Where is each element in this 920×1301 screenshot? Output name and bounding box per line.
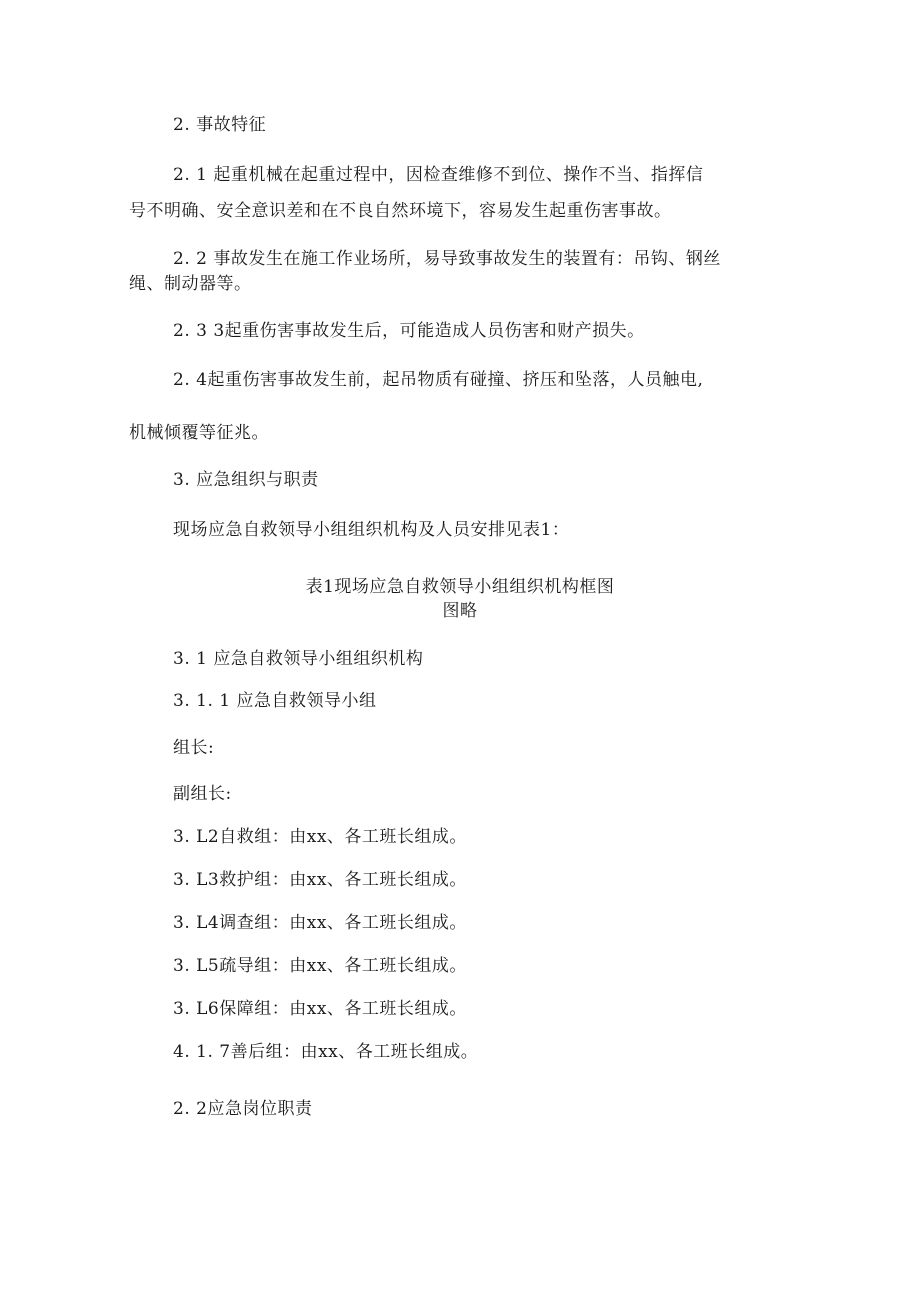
- subheading-emergency-duties: 2. 2应急岗位职责: [173, 1099, 313, 1119]
- group-investigation: 3. L4调查组：由xx、各工班长组成。: [173, 913, 467, 933]
- deputy-leader-label: 副组长:: [173, 784, 232, 804]
- group-self-rescue: 3. L2自救组：由xx、各工班长组成。: [173, 827, 467, 847]
- table-note: 图略: [442, 601, 478, 621]
- paragraph-2-4-line-1: 2. 4起重伤害事故发生前，起吊物质有碰撞、挤压和坠落，人员触电,: [173, 370, 704, 390]
- group-rescue: 3. L3救护组：由xx、各工班长组成。: [173, 870, 467, 890]
- subheading-3-1-1: 3. 1. 1 应急自救领导小组: [173, 691, 377, 711]
- paragraph-2-4-line-2: 机械倾覆等征兆。: [129, 423, 269, 443]
- section-heading-emergency-organization: 3. 应急组织与职责: [173, 470, 319, 490]
- group-support: 3. L6保障组：由xx、各工班长组成。: [173, 999, 467, 1019]
- paragraph-2-1-line-1: 2. 1 起重机械在起重过程中，因检查维修不到位、操作不当、指挥信: [173, 165, 704, 185]
- leader-label: 组长:: [173, 738, 215, 758]
- paragraph-2-2-line-2: 绳、制动器等。: [129, 274, 252, 294]
- paragraph-2-2-line-1: 2. 2 事故发生在施工作业场所，易导致事故发生的装置有：吊钩、钢丝: [173, 249, 721, 269]
- paragraph-2-1-line-2: 号不明确、安全意识差和在不良自然环境下，容易发生起重伤害事故。: [129, 201, 672, 221]
- table-caption: 表1现场应急自救领导小组组织机构框图: [305, 577, 615, 597]
- group-evacuation: 3. L5疏导组：由xx、各工班长组成。: [173, 956, 467, 976]
- paragraph-2-3: 2. 3 3起重伤害事故发生后，可能造成人员伤害和财产损失。: [173, 321, 645, 341]
- subheading-3-1: 3. 1 应急自救领导小组组织机构: [173, 649, 424, 669]
- section-heading-accident-features: 2. 事故特征: [173, 115, 267, 135]
- paragraph-organization-intro: 现场应急自救领导小组组织机构及人员安排见表1：: [173, 520, 570, 540]
- group-aftermath: 4. 1. 7善后组：由xx、各工班长组成。: [173, 1042, 479, 1062]
